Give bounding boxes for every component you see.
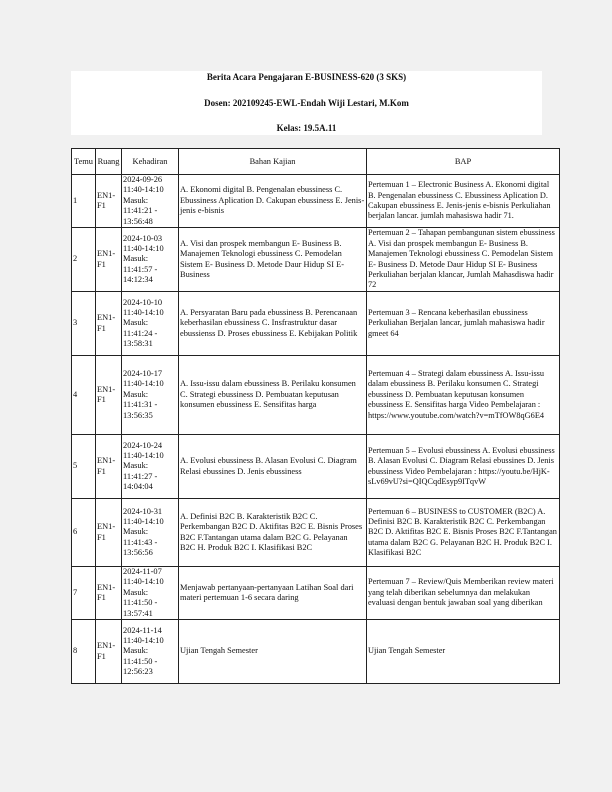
cell-bap: Pertemuan 5 – Evolusi ebussiness A. Evolusi ebussiness B. Alasan Evolusi C. Diagram Relasi ebussines D. Jenis ebussiness Video Pembelajaran : https://youtu.be/HjK-sLv69vU?si=QIQCqdEsyp9ITqvW — [367, 435, 560, 499]
cell-kehadiran: 2024-11-07 11:40-14:10 Masuk: 11:41:50 - 13:57:41 — [122, 567, 179, 620]
cell-bahan-kajian: A. Ekonomi digital B. Pengenalan ebussiness C. Ebussiness Aplication D. Cakupan ebussiness E. Jenis-jenis e-bisnis — [179, 175, 367, 228]
cell-bahan-kajian: A. Definisi B2C B. Karakteristik B2C C. Perkembangan B2C D. Aktifitas B2C E. Bisnis Proses B2C F.Tantangan utama dalam B2C G. Pelayanan B2C H. Produk B2C I. Klasifikasi B2C — [179, 499, 367, 567]
cell-ruang: EN1-F1 — [96, 228, 122, 292]
cell-kehadiran: 2024-10-17 11:40-14:10 Masuk: 11:41:31 - 13:56:35 — [122, 356, 179, 435]
cell-kehadiran: 2024-09-26 11:40-14:10 Masuk: 11:41:21 - 13:56:48 — [122, 175, 179, 228]
cell-temu: 2 — [72, 228, 96, 292]
cell-bahan-kajian: A. Issu-issu dalam ebussiness B. Perilaku konsumen C. Strategi ebussiness D. Pembuatan keputusan konsumen ebussiness E. Sensifitas harga — [179, 356, 367, 435]
cell-bahan-kajian: A. Persyaratan Baru pada ebussiness B. Perencanaan keberhasilan ebussiness C. Insfrastruktur dasar ebussienss D. Proses ebussiness E. Kebijakan Politik — [179, 292, 367, 356]
cell-ruang: EN1-F1 — [96, 499, 122, 567]
cell-bap: Pertemuan 4 – Strategi dalam ebussiness A. Issu-issu dalam ebussiness B. Perilaku konsumen C. Strategi ebussiness D. Pembuatan keputusan konsumen ebussiness E. Sensifitas harga Video Pembelajaran : https://www.youtube.com/watch?v=mTfOW8qG6E4 — [367, 356, 560, 435]
table-row — [72, 620, 560, 684]
cell-ruang: EN1-F1 — [96, 620, 122, 684]
table-row — [72, 292, 560, 356]
header-kehadiran: Kehadiran — [122, 149, 179, 175]
cell-temu: 3 — [72, 292, 96, 356]
cell-kehadiran: 2024-11-14 11:40-14:10 Masuk: 11:41:50 - 12:56:23 — [122, 620, 179, 684]
lecturer-name: Dosen: 202109245-EWL-Endah Wiji Lestari, M.Kom — [204, 98, 409, 108]
cell-kehadiran: 2024-10-31 11:40-14:10 Masuk: 11:41:43 - 13:56:56 — [122, 499, 179, 567]
document-title: Berita Acara Pengajaran E-BUSINESS-620 (3 SKS) — [206, 72, 407, 82]
document-header — [71, 71, 542, 135]
cell-bahan-kajian: A. Visi dan prospek membangun E- Business B. Manajemen Teknologi ebussiness C. Pemodelan Sistem E- Business D. Metode Daur Hidup SI E- Business — [179, 228, 367, 292]
cell-kehadiran: 2024-10-03 11:40-14:10 Masuk: 11:41:57 - 14:12:34 — [122, 228, 179, 292]
cell-bahan-kajian: Menjawab pertanyaan-pertanyaan Latihan Soal dari materi pertemuan 1-6 secara daring — [179, 567, 367, 620]
cell-ruang: EN1-F1 — [96, 292, 122, 356]
cell-temu: 7 — [72, 567, 96, 620]
header-bap: BAP — [367, 149, 560, 175]
cell-ruang: EN1-F1 — [96, 356, 122, 435]
cell-bahan-kajian: Ujian Tengah Semester — [179, 620, 367, 684]
cell-bap: Ujian Tengah Semester — [367, 620, 560, 684]
cell-kehadiran: 2024-10-24 11:40-14:10 Masuk: 11:41:27 - 14:04:04 — [122, 435, 179, 499]
header-ruang: Ruang — [96, 149, 122, 175]
cell-bap: Pertemuan 2 – Tahapan pembangunan sistem ebussiness A. Visi dan prospek membangun E- Business B. Manajemen Teknologi ebussiness C. Pemodelan Sistem E- Business D. Metode Daur Hidup SI E- Business Perkuliahan berjalan klancar, Jumlah Mahasdiswa hadir 72 — [367, 228, 560, 292]
cell-ruang: EN1-F1 — [96, 567, 122, 620]
table-row — [72, 567, 560, 620]
table-header-row — [72, 149, 560, 175]
table-row — [72, 356, 560, 435]
cell-temu: 1 — [72, 175, 96, 228]
table-row — [72, 499, 560, 567]
cell-bap: Pertemuan 6 – BUSINESS to CUSTOMER (B2C) A. Definisi B2C B. Karakteristik B2C C. Perkembangan B2C D. Aktifitas B2C E. Bisnis Proses B2C F.Tantangan utama dalam B2C G. Pelayanan B2C H. Produk B2C I. Klasifikasi B2C — [367, 499, 560, 567]
cell-bahan-kajian: A. Evolusi ebussiness B. Alasan Evolusi C. Diagram Relasi ebussines D. Jenis ebussiness — [179, 435, 367, 499]
table-row — [72, 228, 560, 292]
teaching-log-table — [71, 148, 560, 684]
cell-bap: Pertemuan 3 – Rencana keberhasilan ebussiness Perkuliahan Berjalan lancar, jumlah mahasiswa hadir gmeet 64 — [367, 292, 560, 356]
table-row — [72, 435, 560, 499]
header-temu: Temu — [72, 149, 96, 175]
table-row — [72, 175, 560, 228]
cell-kehadiran: 2024-10-10 11:40-14:10 Masuk: 11:41:24 - 13:58:31 — [122, 292, 179, 356]
class-code: Kelas: 19.5A.11 — [276, 123, 337, 133]
cell-bap: Pertemuan 7 – Review/Quis Memberikan review materi yang telah diberikan sebelumnya dan melakukan evaluasi dengan bentuk jawaban soal yang diberikan — [367, 567, 560, 620]
header-bahan-kajian: Bahan Kajian — [179, 149, 367, 175]
cell-ruang: EN1-F1 — [96, 435, 122, 499]
cell-ruang: EN1-F1 — [96, 175, 122, 228]
cell-temu: 6 — [72, 499, 96, 567]
cell-bap: Pertemuan 1 – Electronic Business A. Ekonomi digital B. Pengenalan ebussiness C. Ebussiness Aplication D. Cakupan ebussiness E. Jenis-jenis e-bisnis Perkuliahan berjalan lancar. jumlah mahasiswa hadir 71. — [367, 175, 560, 228]
cell-temu: 5 — [72, 435, 96, 499]
cell-temu: 8 — [72, 620, 96, 684]
cell-temu: 4 — [72, 356, 96, 435]
